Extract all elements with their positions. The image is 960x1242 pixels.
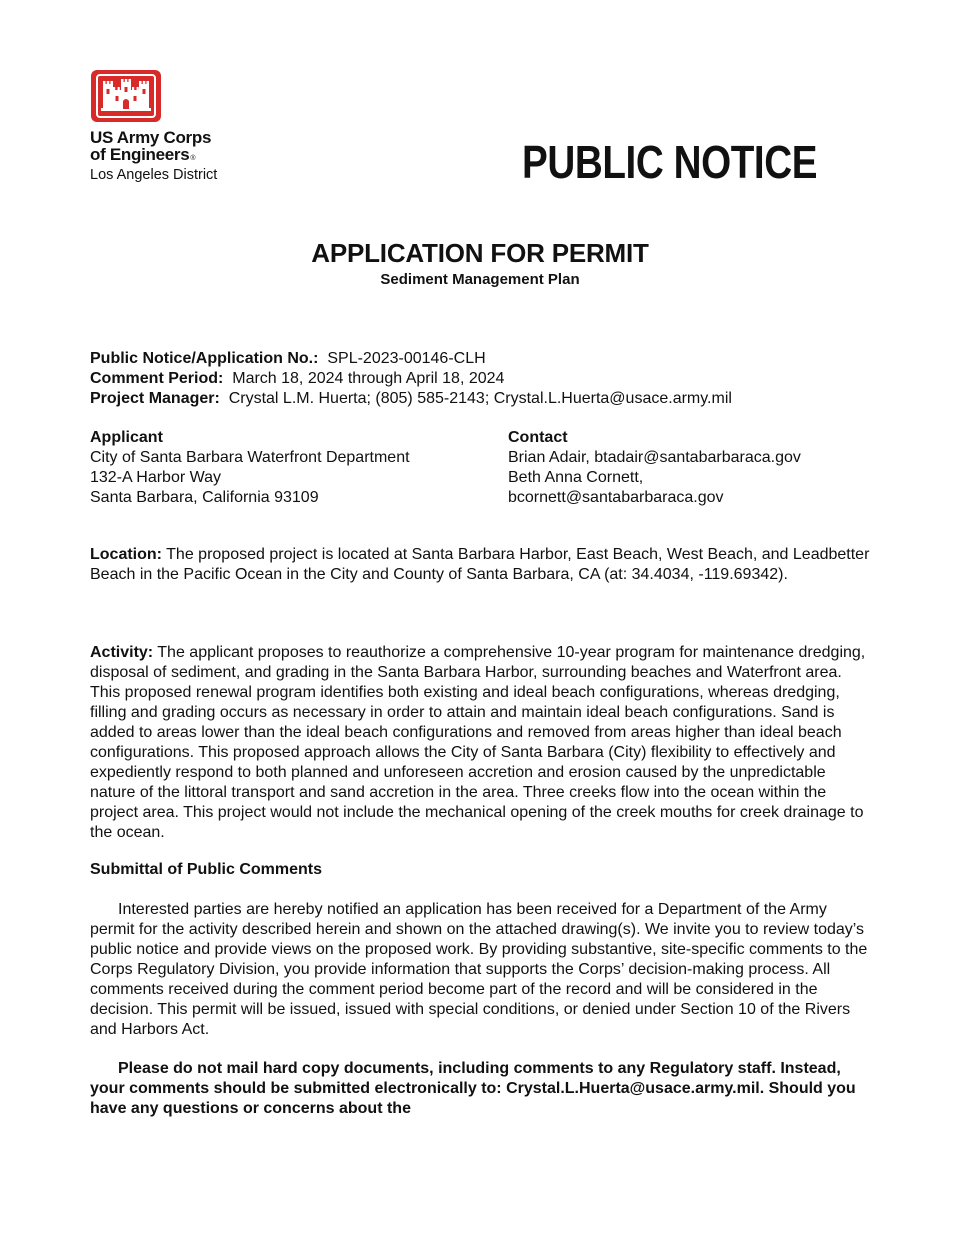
org-name-line2-text: of Engineers (90, 145, 190, 164)
application-meta (90, 349, 890, 409)
contact-line-1: Brian Adair, btadair@santabarbaraca.gov (508, 449, 801, 466)
org-district: Los Angeles District (90, 167, 218, 183)
comment-period-value: March 18, 2024 through April 18, 2024 (232, 370, 505, 387)
applicant-heading: Applicant (90, 429, 163, 446)
project-manager-row (90, 389, 890, 409)
activity-paragraph (90, 643, 872, 843)
application-number-row (90, 349, 890, 369)
location-text: The proposed project is located at Santa Barbara Harbor, East Beach, West Beach, and Leadbetter Beach in the Pacific Ocean in the City and County of Santa Barbara, CA (at: 34.4034, -119.69342). (90, 546, 870, 583)
contact-line-2: Beth Anna Cornett, (508, 469, 644, 486)
application-number-value: SPL-2023-00146-CLH (327, 350, 486, 367)
document-title: APPLICATION FOR PERMIT (311, 238, 649, 268)
activity-label: Activity: (90, 644, 154, 661)
project-manager-value: Crystal L.M. Huerta; (805) 585-2143; Crystal.L.Huerta@usace.army.mil (228, 390, 732, 407)
applicant-line-3: Santa Barbara, California 93109 (90, 489, 319, 506)
applicant-block (90, 428, 470, 508)
activity-text: The applicant proposes to reauthorize a comprehensive 10-year program for maintenance dredging, disposal of sediment, and grading in the Santa Barbara Harbor, surrounding beaches and Waterfront area. This proposed renewal program identifies both existing and ideal beach configurations, whereas dredging, filling and grading occurs as necessary in order to attain and maintain ideal beach configurations. Sand is added to areas lower than the ideal beach configurations and removed from areas higher than ideal beach configurations. This proposed approach allows the City of Santa Barbara (City) flexibility to effectively and expediently respond to both planned and unforeseen accretion and erosion caused by the unpredictable nature of the littoral transport and sand accretion in the area. Three creeks flow into the ocean within the project area. This project would not include the mechanical opening of the creek mouths for creek drainage to the ocean. (90, 644, 866, 841)
electronic-submission-text: Please do not mail hard copy documents, including comments to any Regulatory staff. Instead, your comments should be submitted electronically to: Crystal.L.Huerta@usace.army.mil. Should you have any questions or concerns about the (90, 1060, 856, 1117)
contact-block (508, 428, 888, 508)
project-manager-label: Project Manager: (90, 390, 220, 407)
registered-mark: ® (190, 155, 196, 162)
submittal-text: Interested parties are hereby notified an application has been received for a Department of the Army permit for the activity described herein and shown on the attached drawing(s). We invite you to review today’s public notice and provide views on the proposed work. By providing substantive, site-specific comments to the Corps Regulatory Division, you provide information that supports the Corps’ decision-making process. All comments received during the comment period become part of the record and will be considered in the decision. This permit will be issued, issued with special conditions, or denied under Section 10 of the Rivers and Harbors Act. (90, 901, 868, 1038)
comment-period-label: Comment Period: (90, 370, 224, 387)
contact-line-3: bcornett@santabarbaraca.gov (508, 489, 724, 506)
application-number-label: Public Notice/Application No.: (90, 350, 319, 367)
electronic-submission-notice (90, 1059, 872, 1119)
contact-heading: Contact (508, 429, 568, 446)
applicant-line-2: 132-A Harbor Way (90, 469, 222, 486)
document-subtitle: Sediment Management Plan (380, 271, 580, 288)
submittal-paragraph (90, 900, 872, 1040)
org-name-line1-text: US Army Corps (90, 128, 212, 147)
comment-period-row (90, 369, 890, 389)
usace-castle-logo (91, 70, 161, 122)
submittal-heading: Submittal of Public Comments (90, 861, 323, 878)
public-notice-heading: PUBLIC NOTICE (522, 136, 818, 188)
applicant-line-1: City of Santa Barbara Waterfront Department (90, 449, 410, 466)
org-name-line2 (90, 146, 195, 168)
location-label: Location: (90, 546, 162, 563)
location-paragraph (90, 545, 872, 585)
